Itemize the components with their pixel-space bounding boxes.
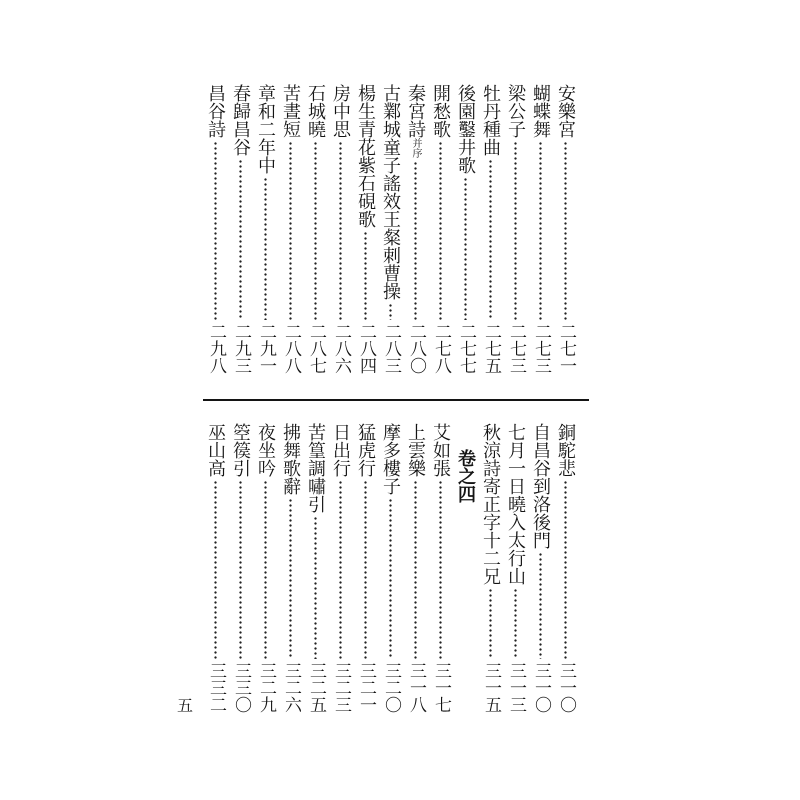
dot-leader bbox=[228, 480, 253, 659]
entry-page-number: 三二九 bbox=[256, 662, 276, 713]
entry-page-number: 二九一 bbox=[256, 323, 276, 374]
dot-leader bbox=[553, 480, 578, 659]
entry-title: 巫山高 bbox=[205, 423, 226, 477]
entry-page-number: 二七三 bbox=[531, 323, 551, 374]
dot-leader bbox=[328, 141, 353, 320]
entry-page-number: 二七八 bbox=[431, 323, 451, 374]
toc-entry bbox=[478, 423, 503, 713]
toc-entry bbox=[353, 84, 378, 374]
entry-title: 苦篁調嘯引 bbox=[305, 423, 326, 513]
dot-leader bbox=[528, 552, 553, 659]
entry-page-number: 三三二 bbox=[206, 662, 226, 713]
toc-lower-section bbox=[203, 423, 578, 713]
entry-page-number: 三一〇 bbox=[531, 662, 551, 713]
toc-entry bbox=[303, 423, 328, 713]
entry-title: 拂舞歌辭 bbox=[280, 423, 301, 495]
dot-leader bbox=[503, 141, 528, 320]
volume-heading-text: 卷之四 bbox=[455, 449, 476, 503]
entry-title: 上雲樂 bbox=[405, 423, 426, 477]
volume-heading bbox=[453, 423, 478, 713]
entry-page-number: 二七三 bbox=[506, 323, 526, 374]
dot-leader bbox=[553, 141, 578, 320]
entry-page-number: 三一三 bbox=[506, 662, 526, 713]
dot-leader bbox=[278, 498, 303, 659]
dot-leader bbox=[478, 159, 503, 320]
entry-page-number: 三二〇 bbox=[381, 662, 401, 713]
entry-title: 日出行 bbox=[330, 423, 351, 477]
entry-note: 并序 bbox=[410, 138, 421, 158]
dot-leader bbox=[303, 516, 328, 659]
toc-entry bbox=[528, 84, 553, 374]
entry-page-number: 二七一 bbox=[556, 323, 576, 374]
dot-leader bbox=[403, 480, 428, 659]
dot-leader bbox=[528, 141, 553, 320]
toc-entry bbox=[478, 84, 503, 374]
toc-entry bbox=[553, 84, 578, 374]
dot-leader bbox=[403, 161, 428, 320]
dot-leader bbox=[328, 480, 353, 659]
dot-leader bbox=[253, 480, 278, 659]
entry-title: 章和二年中 bbox=[255, 84, 276, 174]
dot-leader bbox=[253, 177, 278, 320]
entry-title: 摩多樓子 bbox=[380, 423, 401, 495]
entry-page-number: 三三〇 bbox=[231, 662, 251, 713]
dot-leader bbox=[353, 231, 378, 320]
entry-page-number: 三一五 bbox=[481, 662, 501, 713]
entry-page-number: 二七七 bbox=[456, 323, 476, 374]
entry-title: 楊生青花紫石硯歌 bbox=[355, 84, 376, 228]
entry-title: 自昌谷到洛後門 bbox=[530, 423, 551, 549]
dot-leader bbox=[378, 498, 403, 659]
toc-entry bbox=[203, 84, 228, 374]
entry-page-number: 三二一 bbox=[356, 662, 376, 713]
entry-page-number: 三一八 bbox=[406, 662, 426, 713]
entry-title: 蝴蝶舞 bbox=[530, 84, 551, 138]
toc-entry bbox=[428, 84, 453, 374]
entry-title: 艾如張 bbox=[430, 423, 451, 477]
toc-entry bbox=[503, 423, 528, 713]
entry-title: 夜坐吟 bbox=[255, 423, 276, 477]
toc-entry bbox=[378, 423, 403, 713]
entry-title: 安樂宮 bbox=[555, 84, 576, 138]
dot-leader bbox=[478, 588, 503, 659]
dot-leader bbox=[203, 141, 228, 320]
entry-page-number: 二九三 bbox=[231, 323, 251, 374]
dot-leader bbox=[303, 141, 328, 320]
entry-title: 後園鑿井歌 bbox=[455, 84, 476, 174]
toc-entry bbox=[403, 84, 428, 374]
entry-page-number: 二九八 bbox=[206, 323, 226, 374]
toc-entry bbox=[253, 84, 278, 374]
entry-page-number: 三二六 bbox=[281, 662, 301, 713]
entry-title: 牡丹種曲 bbox=[480, 84, 501, 156]
toc-entry bbox=[403, 423, 428, 713]
section-divider bbox=[203, 399, 589, 401]
toc-entry bbox=[428, 423, 453, 713]
entry-title: 銅駝悲 bbox=[555, 423, 576, 477]
folio-page-number: 五 bbox=[177, 696, 194, 715]
entry-title: 梁公子 bbox=[505, 84, 526, 138]
entry-page-number: 三二三 bbox=[331, 662, 351, 713]
entry-title: 石城曉 bbox=[305, 84, 326, 138]
entry-title: 苦晝短 bbox=[280, 84, 301, 138]
toc-entry bbox=[378, 84, 403, 374]
entry-title: 古鄴城童子謠效王粲刺曹操 bbox=[380, 84, 401, 300]
toc-entry bbox=[278, 423, 303, 713]
entry-page-number: 二七五 bbox=[481, 323, 501, 374]
entry-title: 開愁歌 bbox=[430, 84, 451, 138]
entry-title: 房中思 bbox=[330, 84, 351, 138]
dot-leader bbox=[228, 159, 253, 320]
entry-page-number: 二八六 bbox=[331, 323, 351, 374]
dot-leader bbox=[428, 141, 453, 320]
dot-leader bbox=[353, 480, 378, 659]
entry-page-number: 三一〇 bbox=[556, 662, 576, 713]
entry-title: 秦宮詩 bbox=[405, 84, 426, 138]
toc-entry bbox=[328, 423, 353, 713]
dot-leader bbox=[378, 303, 403, 320]
toc-entry bbox=[228, 84, 253, 374]
dot-leader bbox=[453, 177, 478, 320]
entry-title: 昌谷詩 bbox=[205, 84, 226, 138]
dot-leader bbox=[503, 588, 528, 659]
entry-page-number: 二八四 bbox=[356, 323, 376, 374]
toc-entry bbox=[453, 84, 478, 374]
toc-entry bbox=[328, 84, 353, 374]
entry-page-number: 二八七 bbox=[306, 323, 326, 374]
toc-entry bbox=[303, 84, 328, 374]
entry-page-number: 三二五 bbox=[306, 662, 326, 713]
dot-leader bbox=[203, 480, 228, 659]
entry-page-number: 二八〇 bbox=[406, 323, 426, 374]
toc-upper-section bbox=[203, 84, 578, 374]
entry-page-number: 二八八 bbox=[281, 323, 301, 374]
toc-entry bbox=[278, 84, 303, 374]
entry-title: 猛虎行 bbox=[355, 423, 376, 477]
toc-entry bbox=[553, 423, 578, 713]
entry-page-number: 三一七 bbox=[431, 662, 451, 713]
entry-title: 春歸昌谷 bbox=[230, 84, 251, 156]
toc-entry bbox=[353, 423, 378, 713]
dot-leader bbox=[278, 141, 303, 320]
toc-entry bbox=[228, 423, 253, 713]
entry-title: 秋涼詩寄正字十二兄 bbox=[480, 423, 501, 585]
toc-entry bbox=[253, 423, 278, 713]
toc-entry bbox=[503, 84, 528, 374]
entry-page-number: 二八三 bbox=[381, 323, 401, 374]
entry-title: 箜篌引 bbox=[230, 423, 251, 477]
toc-entry bbox=[528, 423, 553, 713]
toc-entry bbox=[203, 423, 228, 713]
entry-title: 七月一日曉入太行山 bbox=[505, 423, 526, 585]
dot-leader bbox=[428, 480, 453, 659]
